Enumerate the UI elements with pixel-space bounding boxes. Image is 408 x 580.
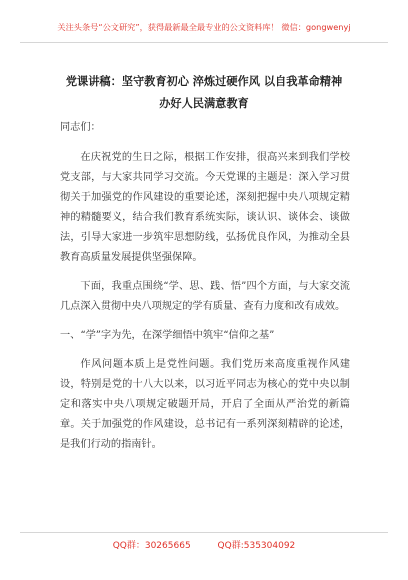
footer-divider	[20, 532, 388, 533]
document-body	[60, 118, 350, 464]
footer-qq-group-2: QQ群:535304092	[217, 541, 296, 551]
document-title	[20, 70, 388, 114]
header-promo-text: 关注头条号“公文研究”，获得最新最全最专业的公文资料库！ 微信：gongwenyj	[57, 22, 351, 32]
section-heading-1: 一、“学”字为先，在深学细悟中筑牢“信仰之基”	[60, 330, 275, 341]
paragraph-outline: 下面，我重点围绕“学、思、践、悟”四个方面，与大家交流几点深入贯彻中央八项规定的学有质量、查有力度和改有成效。	[60, 281, 350, 312]
title-line-2: 办好人民满意教育	[159, 96, 249, 110]
paragraph-intro: 在庆祝党的生日之际，根据工作安排，很高兴来到我们学校党支部，与大家共同学习交流。今天党课的主题是：深入学习贯彻关于加强党的作风建设的重要论述，深刻把握中央八项规定精神的精髓要义，结合我们教育系统实际，谈认识、谈体会、谈做法，引导大家进一步筑牢思想防线，弘扬优良作风，为推动全县教育高质量发展提供坚强保障。	[60, 152, 350, 263]
title-line-1: 党课讲稿：坚守教育初心 淬炼过硬作风 以自我革命精神	[65, 74, 343, 88]
footer	[0, 538, 408, 551]
footer-qq-group-1: QQ群：30265665	[112, 541, 191, 551]
salutation: 同志们：	[60, 122, 101, 133]
header-divider	[20, 42, 388, 43]
paragraph-section-1: 作风问题本质上是党性问题。我们党历来高度重视作风建设，特别是党的十八大以来，以习近平同志为核心的党中央以制定和落实中央八项规定破题开局，开启了全面从严治党的新篇章。关于加强党的作风建设，总书记有一系列深刻精辟的论述，是我们行动的指南针。	[60, 359, 350, 450]
